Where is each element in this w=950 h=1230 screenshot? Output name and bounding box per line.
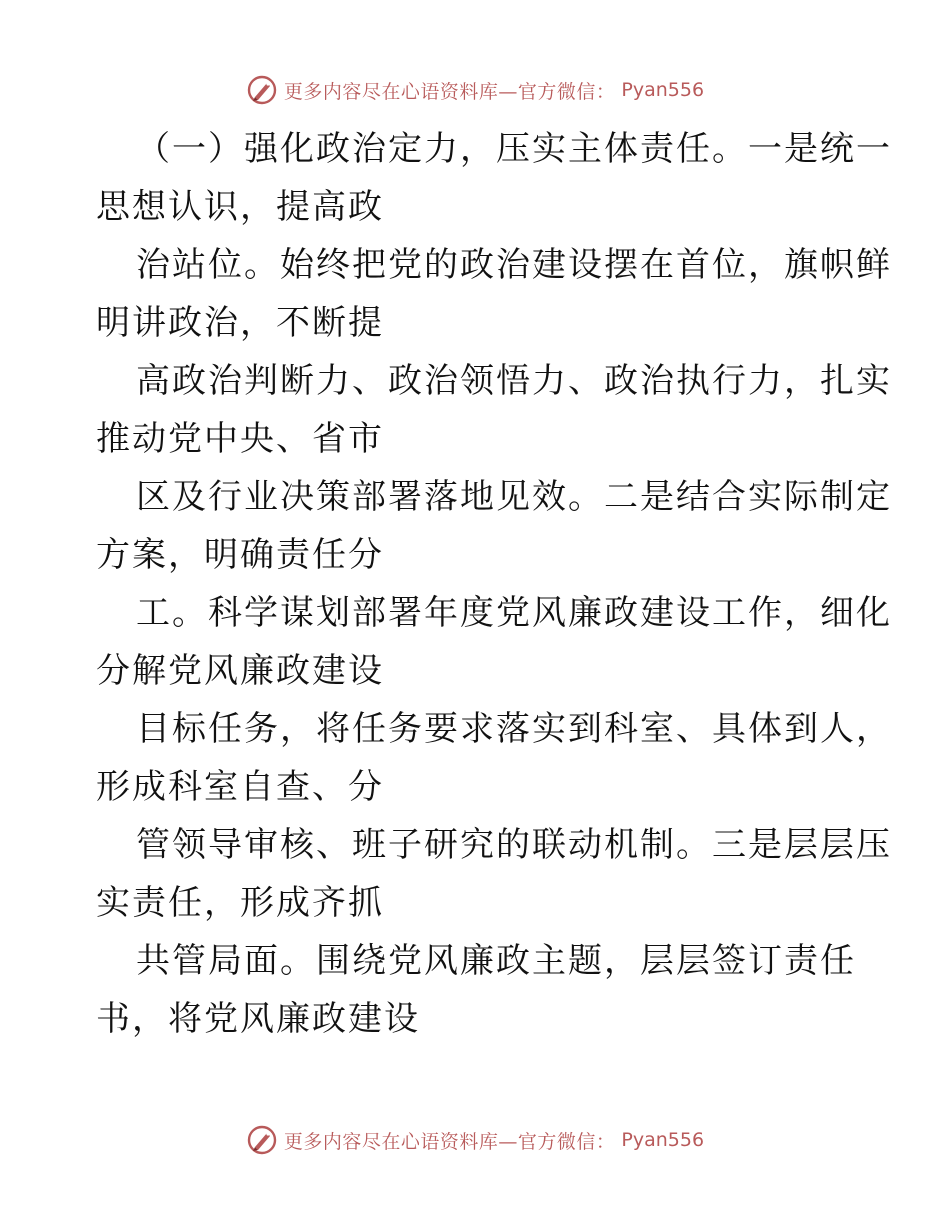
- body-line: 高政治判断力、政治领悟力、政治执行力，扎实: [136, 361, 892, 401]
- pen-logo-icon: [246, 1124, 278, 1156]
- body-line: 明讲政治，不断提: [96, 303, 384, 343]
- body-line: 区及行业决策部署落地见效。二是结合实际制定: [136, 477, 892, 517]
- body-line: 方案，明确责任分: [96, 535, 384, 575]
- body-line: 共管局面。围绕党风廉政主题，层层签订责任: [136, 941, 856, 981]
- watermark-text: 更多内容尽在心语资料库—官方微信：: [283, 1130, 616, 1153]
- body-line: 书，将党风廉政建设: [96, 999, 420, 1039]
- body-line: 目标任务，将任务要求落实到科室、具体到人，: [136, 709, 892, 749]
- watermark-contact: Pyan556: [621, 1129, 705, 1151]
- header-watermark: [0, 70, 950, 110]
- watermark-text: 更多内容尽在心语资料库—官方微信：: [283, 80, 616, 103]
- body-line: 管领导审核、班子研究的联动机制。三是层层压: [136, 825, 892, 865]
- footer-watermark: [0, 1120, 950, 1160]
- body-line: 实责任，形成齐抓: [96, 883, 384, 923]
- body-line: （一）强化政治定力，压实主体责任。一是统一: [136, 129, 892, 169]
- body-line: 治站位。始终把党的政治建设摆在首位，旗帜鲜: [136, 245, 892, 285]
- document-body: [96, 120, 892, 1048]
- body-line: 推动党中央、省市: [96, 419, 384, 459]
- body-line: 分解党风廉政建设: [96, 651, 384, 691]
- body-line: 形成科室自查、分: [96, 767, 384, 807]
- pen-logo-icon: [246, 74, 278, 106]
- watermark-contact: Pyan556: [621, 79, 705, 101]
- body-line: 工。科学谋划部署年度党风廉政建设工作，细化: [136, 593, 892, 633]
- body-line: 思想认识，提高政: [96, 187, 384, 227]
